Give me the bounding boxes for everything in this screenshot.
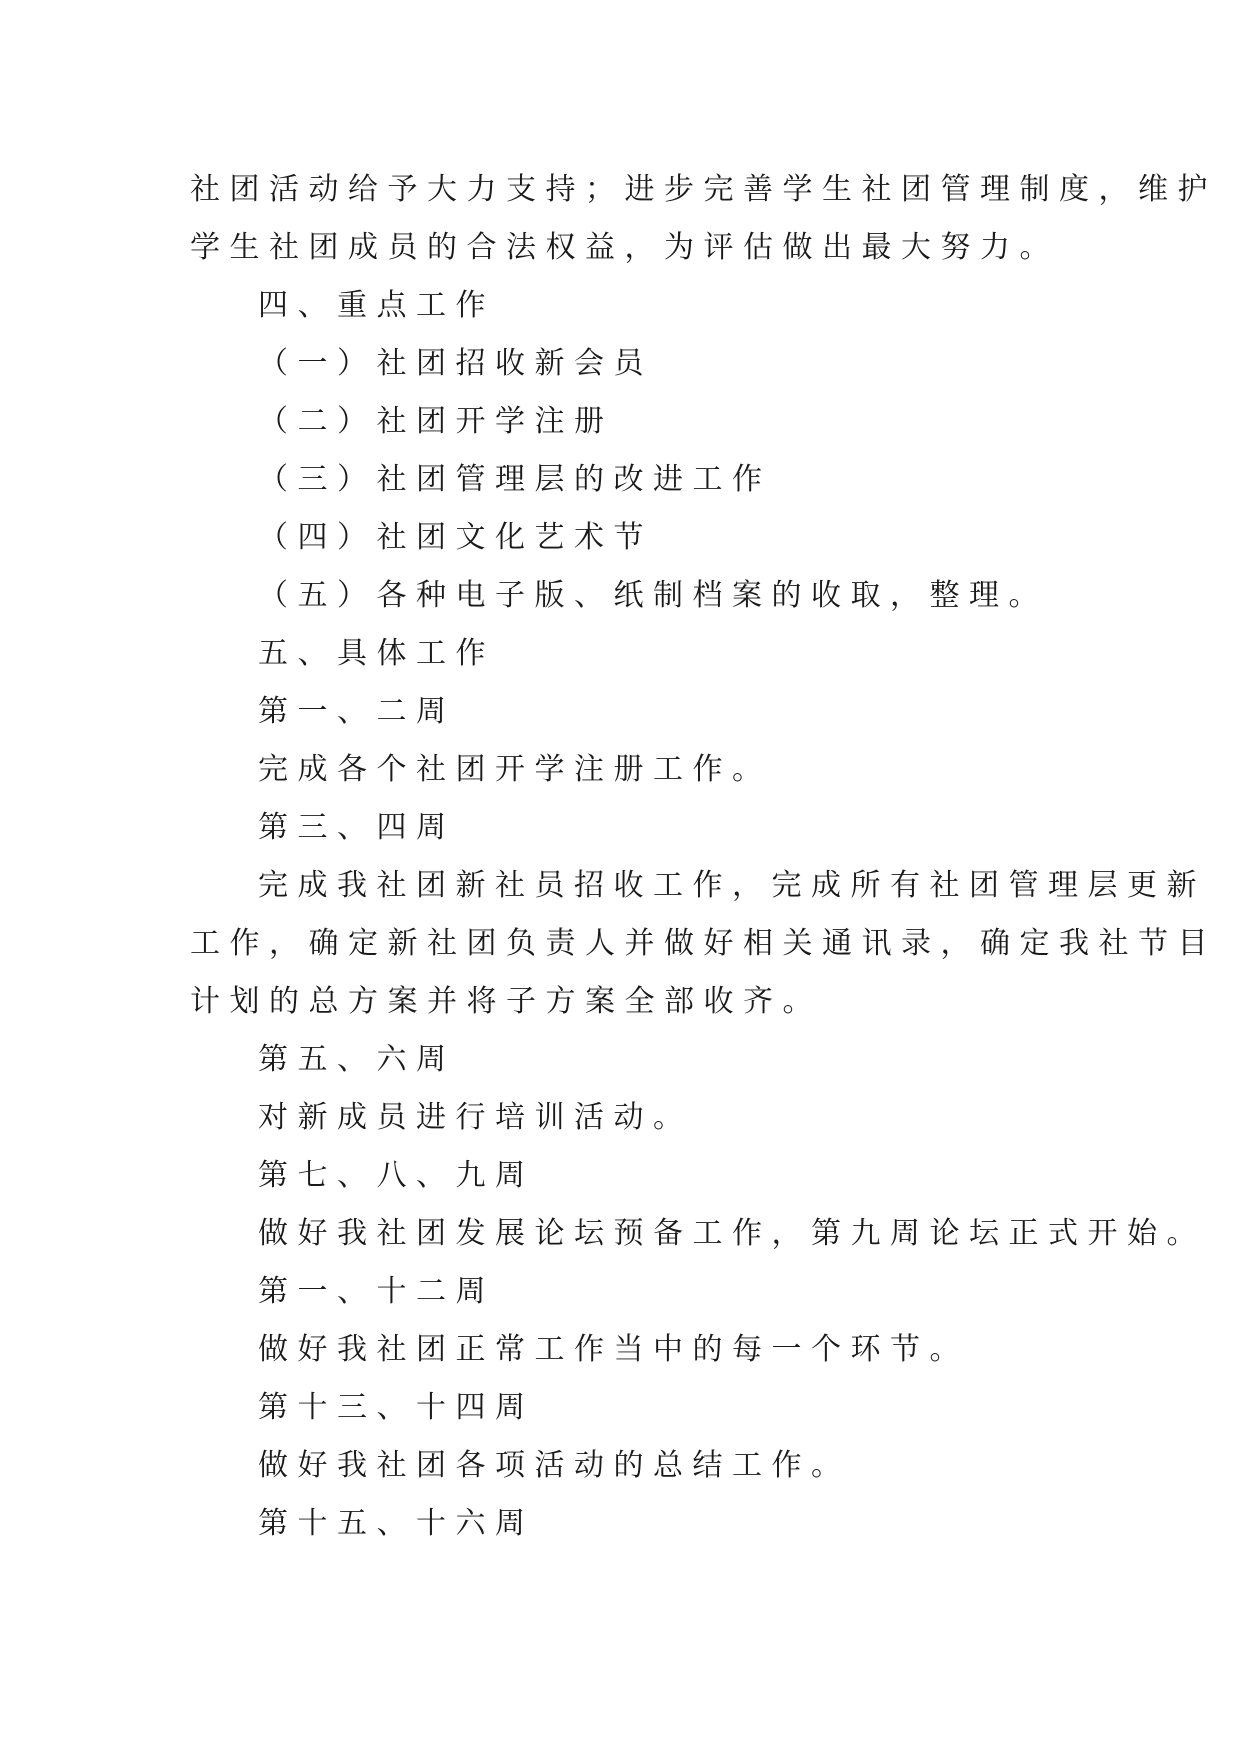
- list-item: （五）各种电子版、纸制档案的收取，整理。: [258, 578, 1048, 613]
- paragraph-line: 做好我社团各项活动的总结工作。: [258, 1448, 851, 1483]
- paragraph-line: 学生社团成员的合法权益，为评估做出最大努力。: [190, 230, 1059, 265]
- week-heading: 第五、六周: [258, 1042, 456, 1077]
- paragraph-line: 对新成员进行培训活动。: [258, 1100, 693, 1135]
- section-heading: 五、具体工作: [258, 636, 495, 671]
- week-heading: 第十五、十六周: [258, 1506, 535, 1541]
- paragraph-line: 完成各个社团开学注册工作。: [258, 752, 772, 787]
- paragraph-line: 做好我社团发展论坛预备工作，第九周论坛正式开始。: [258, 1216, 1206, 1251]
- paragraph-line: 计划的总方案并将子方案全部收齐。: [190, 984, 822, 1019]
- paragraph-line: 完成我社团新社员招收工作，完成所有社团管理层更新: [258, 868, 1206, 903]
- week-heading: 第十三、十四周: [258, 1390, 535, 1425]
- document-body: [190, 161, 1217, 1553]
- list-item: （四）社团文化艺术节: [258, 520, 653, 555]
- paragraph-line: 社团活动给予大力支持；进步完善学生社团管理制度，维护: [190, 172, 1217, 207]
- week-heading: 第一、二周: [258, 694, 456, 729]
- paragraph-line: 工作，确定新社团负责人并做好相关通讯录，确定我社节目: [190, 926, 1217, 961]
- list-item: （一）社团招收新会员: [258, 346, 653, 381]
- section-heading: 四、重点工作: [258, 288, 495, 323]
- week-heading: 第一、十二周: [258, 1274, 495, 1309]
- list-item: （二）社团开学注册: [258, 404, 614, 439]
- week-heading: 第七、八、九周: [258, 1158, 535, 1193]
- paragraph-line: 做好我社团正常工作当中的每一个环节。: [258, 1332, 969, 1367]
- week-heading: 第三、四周: [258, 810, 456, 845]
- list-item: （三）社团管理层的改进工作: [258, 462, 772, 497]
